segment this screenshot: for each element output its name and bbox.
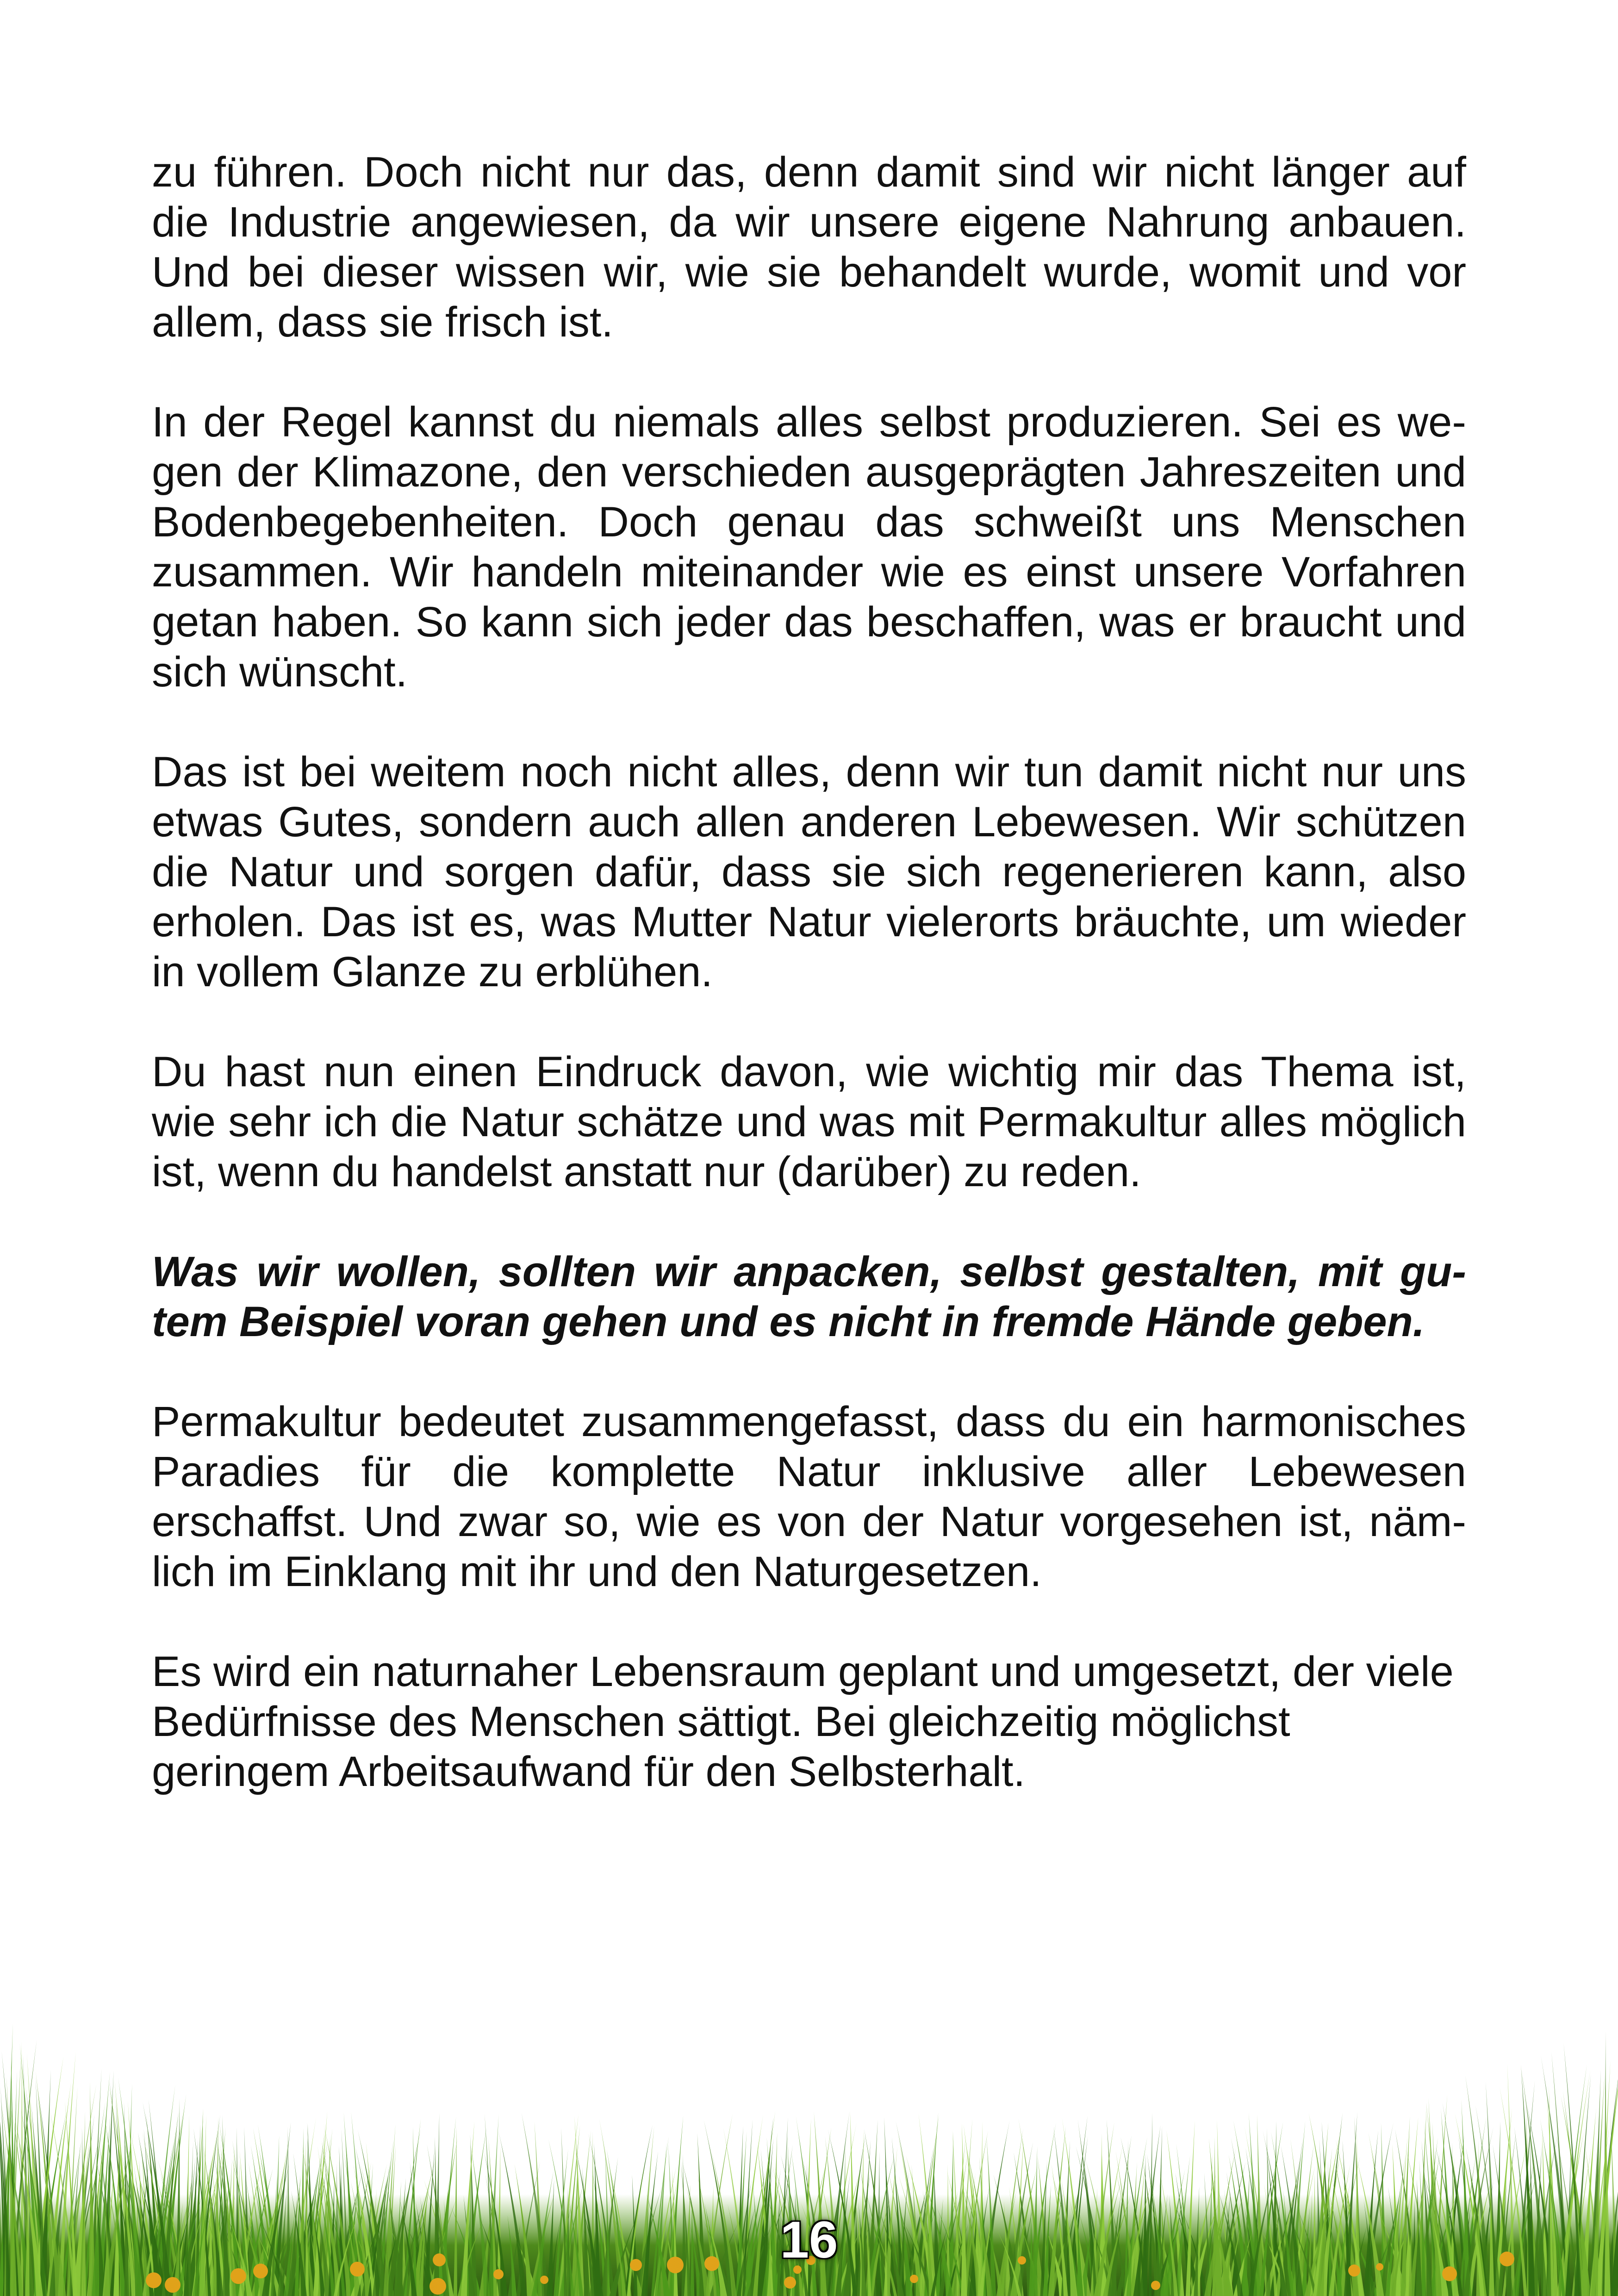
flower bbox=[350, 2262, 365, 2277]
flower bbox=[433, 2253, 446, 2266]
flower bbox=[630, 2259, 642, 2271]
paragraph-5: Permakultur bedeutet zusammengefasst, dass du ein harmonisches Paradies für die komplette Natur inklusive aller Lebewesen erschaffst. Und zwar so, wie es von der Natur vorgesehen ist, nämlich im Einklang mit ihr und den Naturgesetzen. bbox=[152, 1398, 1466, 1595]
paragraph-1: zu führen. Doch nicht nur das, denn damit sind wir nicht länger auf die Industrie angewiesen, da wir unsere eigene Nahrung anbauen. Und bei dieser wissen wir, wie sie behandelt wurde, womit und vor allem, dass sie frisch ist. bbox=[152, 149, 1466, 346]
paragraph-6: Es wird ein naturnaher Lebensraum geplant und umgesetzt, der viele Bedürfnisse des Menschen sättigt. Bei gleichzeitig möglichst geringem Arbeitsaufwand für den Selbsterhalt. bbox=[152, 1648, 1454, 1795]
flower bbox=[1376, 2263, 1383, 2271]
flower bbox=[1500, 2252, 1514, 2266]
flower bbox=[1151, 2281, 1160, 2290]
flower bbox=[429, 2278, 446, 2295]
paragraph-3: Das ist bei weitem noch nicht alles, denn wir tun damit nicht nur uns etwas Gutes, sondern auch allen anderen Lebewesen. Wir schützen die Natur und sorgen dafür, dass sie sich regenerieren kann, also erholen. Das ist es, was Mutter Natur vielerorts bräuchte, um wieder in vollem Glanze zu erblühen. bbox=[152, 748, 1466, 996]
paragraph-4: Du hast nun einen Eindruck davon, wie wichtig mir das Thema ist, wie sehr ich die Natur schätze und was mit Permakultur alles möglich ist, wenn du handelst anstatt nur (darüber) zu reden. bbox=[152, 1048, 1466, 1195]
flower bbox=[146, 2272, 162, 2288]
flower bbox=[165, 2277, 180, 2293]
highlight-quote: Was wir wollen, sollten wir anpacken, selbst gestalten, mit gutem Beispiel voran gehen und es nicht in fremde Hände geben. bbox=[152, 1248, 1466, 1345]
page-number: 16 bbox=[780, 2211, 838, 2269]
paragraph-2: In der Regel kannst du niemals alles selbst produzieren. Sei es wegen der Klimazone, den verschieden ausgeprägten Jahreszeiten und Bodenbegebenheiten. Doch genau das schweißt uns Menschen zusammen. Wir handeln miteinander wie es einst unsere Vorfahren getan haben. So kann sich jeder das beschaffen, was er braucht und sich wünscht. bbox=[152, 398, 1466, 696]
flower bbox=[1018, 2256, 1026, 2265]
flower bbox=[1442, 2266, 1457, 2281]
body-text bbox=[152, 147, 1466, 1847]
flower bbox=[493, 2269, 504, 2279]
flower bbox=[667, 2257, 684, 2273]
flower bbox=[253, 2264, 268, 2278]
flower bbox=[540, 2276, 548, 2284]
flower bbox=[1348, 2265, 1360, 2277]
flower bbox=[230, 2268, 246, 2284]
flower bbox=[910, 2275, 918, 2283]
flower bbox=[704, 2256, 719, 2271]
flower bbox=[784, 2277, 796, 2289]
